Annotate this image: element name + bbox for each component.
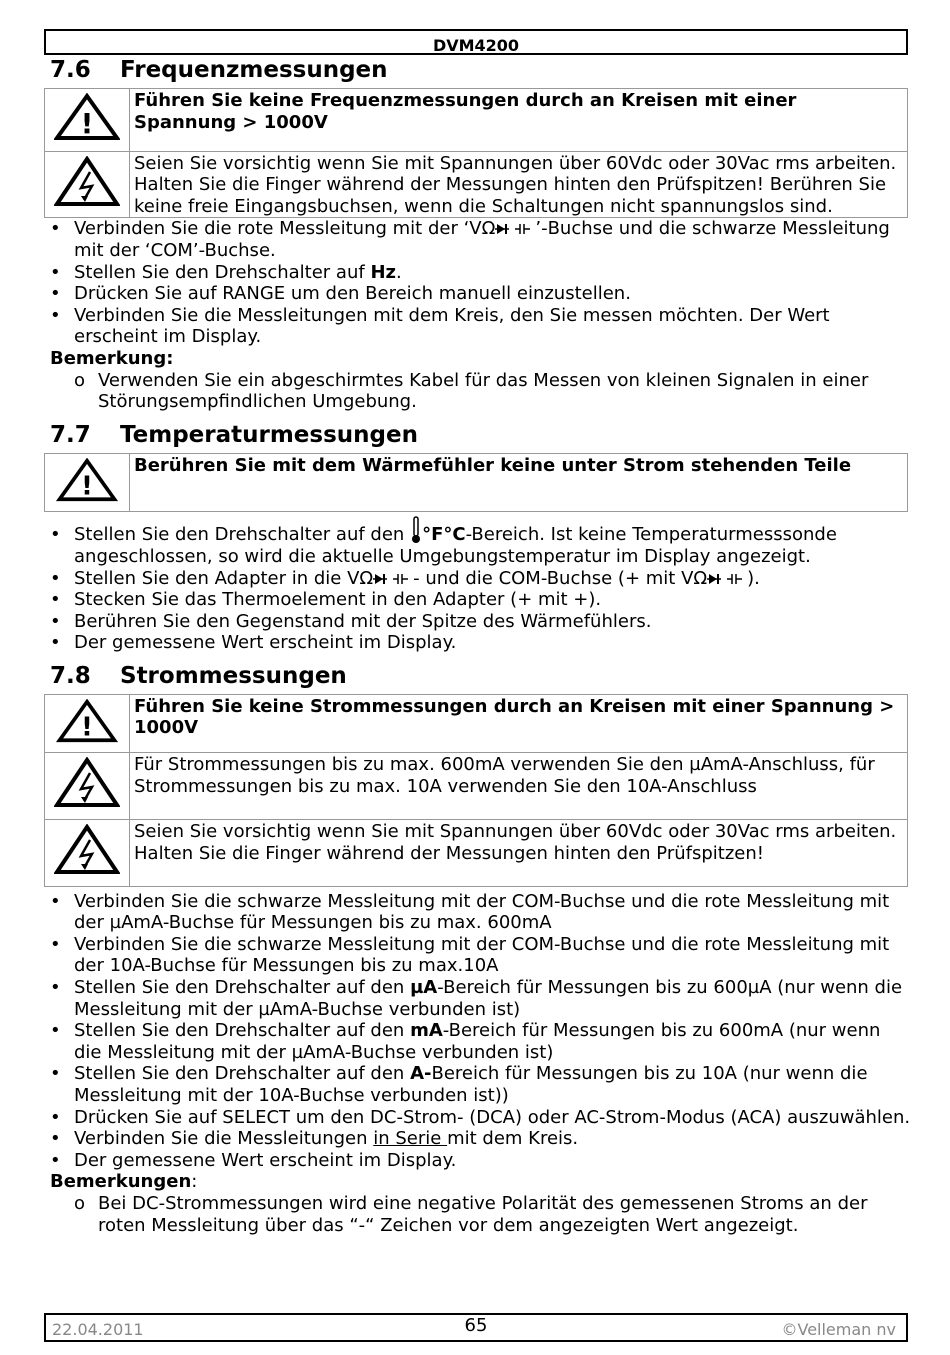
text-part: Bereich für Messungen bis zu 10A (nur wenn die Messleitung mit der 10A-Buchse verbunden ist)) <box>74 1063 868 1106</box>
page-footer <box>44 1313 908 1342</box>
svg-text:!: ! <box>81 471 93 502</box>
page-header <box>44 29 908 55</box>
warning-text: Berühren Sie mit dem Wärmefühler keine unter Strom stehenden Teile <box>130 453 908 512</box>
text-part: ’-Buchse und die schwarze Messleitung mit der ‘COM’-Buchse. <box>74 218 890 261</box>
text-part: -Bereich für Messungen bis zu 600µA (nur wenn die Messleitung mit der µAmA-Buchse verbunden ist) <box>74 977 903 1020</box>
list-item <box>50 1063 912 1106</box>
warning-table <box>44 88 908 218</box>
list-item: • Der gemessene Wert erscheint im Display. <box>50 632 912 654</box>
list-item: • Berühren Sie den Gegenstand mit der Spitze des Wärmefühlers. <box>50 611 912 633</box>
bold-term: Hz <box>370 261 396 283</box>
warning-text: Für Strommessungen bis zu max. 600mA verwenden Sie den µAmA-Anschluss, für Strommessungen bis zu max. 10A verwenden Sie den 10A-Anschluss <box>130 753 908 820</box>
bold-term: °F°C <box>422 524 466 546</box>
warning-triangle-icon <box>54 93 120 141</box>
text-part: -Bereich. Ist keine Temperaturmesssonde angeschlossen, so wird die aktuelle Umgebungstemperatur im Display angezeigt. <box>74 524 837 567</box>
section-title: Frequenzmessungen <box>120 57 388 83</box>
list-item <box>50 524 912 567</box>
text-part: Stellen Sie den Drehschalter auf den <box>74 524 411 546</box>
note-list <box>50 1193 912 1236</box>
list-item: • Verbinden Sie die schwarze Messleitung mit der COM-Buchse und die rote Messleitung mit der 10A-Buchse für Messungen bis zu max.10A <box>50 934 912 977</box>
warning-table <box>44 453 908 513</box>
text-part: Stellen Sie den Adapter in die VΩ <box>74 567 374 589</box>
warning-cell <box>45 820 130 887</box>
warning-triangle-icon <box>54 458 120 502</box>
note-colon: : <box>191 1171 198 1193</box>
footer-date: 22.04.2011 <box>52 1320 144 1339</box>
text-part: Stellen Sie den Drehschalter auf <box>74 261 371 283</box>
note-heading: Bemerkung: <box>50 347 174 369</box>
warning-text: Seien Sie vorsichtig wenn Sie mit Spannungen über 60Vdc oder 30Vac rms arbeiten. Halten Sie die Finger während der Messungen hinten den Prüfspitzen! Berühren Sie keine freie Eingangsbuchsen, wenn die Schaltungen nicht spannungslos sind. <box>130 151 908 218</box>
high-voltage-icon <box>54 824 120 876</box>
text-part: mit dem Kreis. <box>447 1128 579 1150</box>
text-part: Verbinden Sie die Messleitungen <box>74 1128 374 1150</box>
section-title: Strommessungen <box>120 662 347 689</box>
text-part: Stellen Sie den Drehschalter auf den <box>74 1020 411 1042</box>
note-heading-text: Bemerkungen <box>50 1171 192 1193</box>
text-part: Stellen Sie den Drehschalter auf den <box>74 1063 411 1085</box>
warning-cell <box>45 89 130 152</box>
note-list <box>50 370 912 413</box>
list-item: • Verbinden Sie die schwarze Messleitung mit der COM-Buchse und die rote Messleitung mit der µAmA-Buchse für Messungen bis zu max. 600mA <box>50 891 912 934</box>
text-part: Verbinden Sie die rote Messleitung mit der ‘VΩ <box>74 218 496 240</box>
high-voltage-icon <box>54 757 120 809</box>
list-item: • Drücken Sie auf SELECT um den DC-Strom- (DCA) oder AC-Strom-Modus (ACA) auszuwählen. <box>50 1107 912 1129</box>
section-number: 7.8 <box>50 662 91 689</box>
text-part: . <box>395 261 402 283</box>
note-item: o Verwenden Sie ein abgeschirmtes Kabel für das Messen von kleinen Signalen in einer Störungsempfindlichen Umgebung. <box>74 370 912 413</box>
bold-term: mA <box>410 1020 443 1042</box>
bold-term: µA <box>410 977 438 999</box>
list-item <box>50 1128 912 1150</box>
warning-text: Führen Sie keine Frequenzmessungen durch an Kreisen mit einer Spannung > 1000V <box>130 89 908 152</box>
section-number: 7.7 <box>50 421 91 448</box>
section-heading-7-8 <box>50 660 912 694</box>
list-item <box>50 977 912 1020</box>
instruction-list <box>50 891 912 1172</box>
warning-cell <box>45 453 130 512</box>
svg-text:!: ! <box>80 107 94 140</box>
section-title: Temperaturmessungen <box>120 421 418 448</box>
section-heading-7-6 <box>50 54 912 88</box>
diode-capacitor-icon <box>707 572 747 586</box>
footer-copyright: ©Velleman nv <box>781 1320 896 1339</box>
warning-cell <box>45 753 130 820</box>
diode-capacitor-icon <box>373 572 413 586</box>
instruction-list <box>50 524 912 654</box>
warning-triangle-icon <box>54 699 120 743</box>
list-item <box>50 1020 912 1063</box>
text-part: ). <box>747 567 760 589</box>
svg-text:!: ! <box>81 712 93 743</box>
thermometer-icon <box>410 516 422 544</box>
list-item <box>50 262 912 284</box>
warning-cell <box>45 151 130 218</box>
warning-text: Führen Sie keine Strommessungen durch an Kreisen mit einer Spannung > 1000V <box>130 694 908 753</box>
section-heading-7-7 <box>50 419 912 453</box>
warning-cell <box>45 694 130 753</box>
instruction-list <box>50 218 912 348</box>
text-part: Stellen Sie den Drehschalter auf den <box>74 977 411 999</box>
bold-term: A- <box>410 1063 432 1085</box>
warning-table <box>44 694 908 887</box>
list-item: • Drücken Sie auf RANGE um den Bereich manuell einzustellen. <box>50 283 912 305</box>
high-voltage-icon <box>54 156 120 208</box>
note-item: o Bei DC-Strommessungen wird eine negative Polarität des gemessenen Stroms an der roten Messleitung über das “-“ Zeichen vor dem angezeigten Wert angezeigt. <box>74 1193 912 1236</box>
section-number: 7.6 <box>50 57 91 83</box>
warning-text: Seien Sie vorsichtig wenn Sie mit Spannungen über 60Vdc oder 30Vac rms arbeiten. Halten Sie die Finger während der Messungen hinten den Prüfspitzen! <box>130 820 908 887</box>
text-part: - und die COM-Buchse (+ mit VΩ <box>413 567 708 589</box>
list-item: • Der gemessene Wert erscheint im Display. <box>50 1150 912 1172</box>
list-item <box>50 218 912 261</box>
page-number: 65 <box>464 1315 488 1336</box>
list-item: • Verbinden Sie die Messleitungen mit dem Kreis, den Sie messen möchten. Der Wert erscheint im Display. <box>50 305 912 348</box>
header-title: DVM4200 <box>432 36 520 55</box>
diode-capacitor-icon <box>495 222 535 236</box>
underlined-term: in Serie <box>373 1128 448 1150</box>
text-part: -Bereich für Messungen bis zu 600mA (nur wenn die Messleitung mit der µAmA-Buchse verbunden ist) <box>74 1020 881 1063</box>
list-item <box>50 568 912 590</box>
note-heading <box>50 1171 912 1193</box>
page-content <box>50 54 912 1236</box>
list-item: • Stecken Sie das Thermoelement in den Adapter (+ mit +). <box>50 589 912 611</box>
